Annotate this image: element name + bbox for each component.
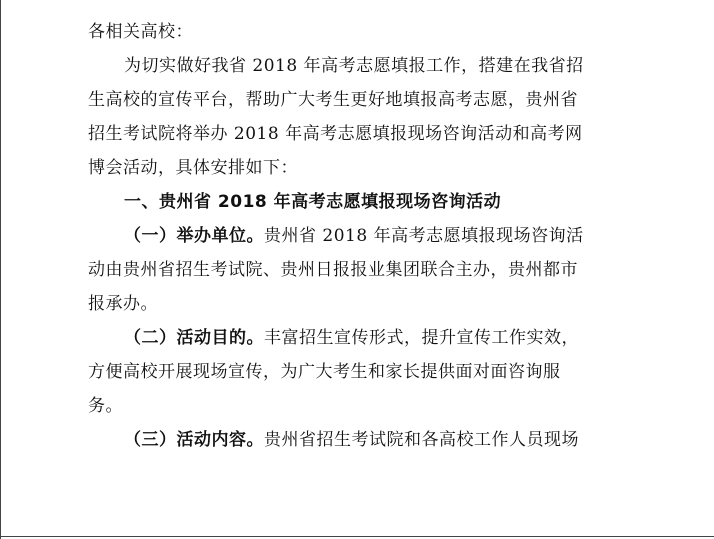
item-label: （三）活动内容。 xyxy=(124,430,264,450)
document-body xyxy=(88,15,628,457)
item-text: 丰富招生宣传形式，提升宣传工作实效， xyxy=(264,328,579,348)
item-content xyxy=(88,423,628,457)
page-left-edge xyxy=(0,0,1,539)
intro-line: 博会活动，具体安排如下： xyxy=(88,158,298,178)
item-label: （二）活动目的。 xyxy=(124,328,264,348)
item-text: 贵州省 2018 年高考志愿填报现场咨询活 xyxy=(264,226,584,246)
section-heading: 一、贵州省 2018 年高考志愿填报现场咨询活动 xyxy=(124,192,502,212)
intro-line: 为切实做好我省 2018 年高考志愿填报工作，搭建在我省招 xyxy=(124,56,584,76)
page-bottom-edge xyxy=(0,536,714,537)
item-text: 务。 xyxy=(88,396,123,416)
item-text: 报承办。 xyxy=(88,294,158,314)
intro-line: 招生考试院将举办 2018 年高考志愿填报现场咨询活动和高考网 xyxy=(88,124,583,144)
item-label: （一）举办单位。 xyxy=(124,226,264,246)
salutation: 各相关高校： xyxy=(88,22,193,42)
intro-paragraph xyxy=(88,49,628,185)
intro-line: 生高校的宣传平台，帮助广大考生更好地填报高考志愿，贵州省 xyxy=(88,90,578,110)
item-text: 贵州省招生考试院和各高校工作人员现场 xyxy=(264,430,579,450)
item-text: 方便高校开展现场宣传，为广大考生和家长提供面对面咨询服 xyxy=(88,362,561,382)
item-organizer xyxy=(88,219,628,321)
item-text: 动由贵州省招生考试院、贵州日报报业集团联合主办，贵州都市 xyxy=(88,260,578,280)
item-purpose xyxy=(88,321,628,423)
